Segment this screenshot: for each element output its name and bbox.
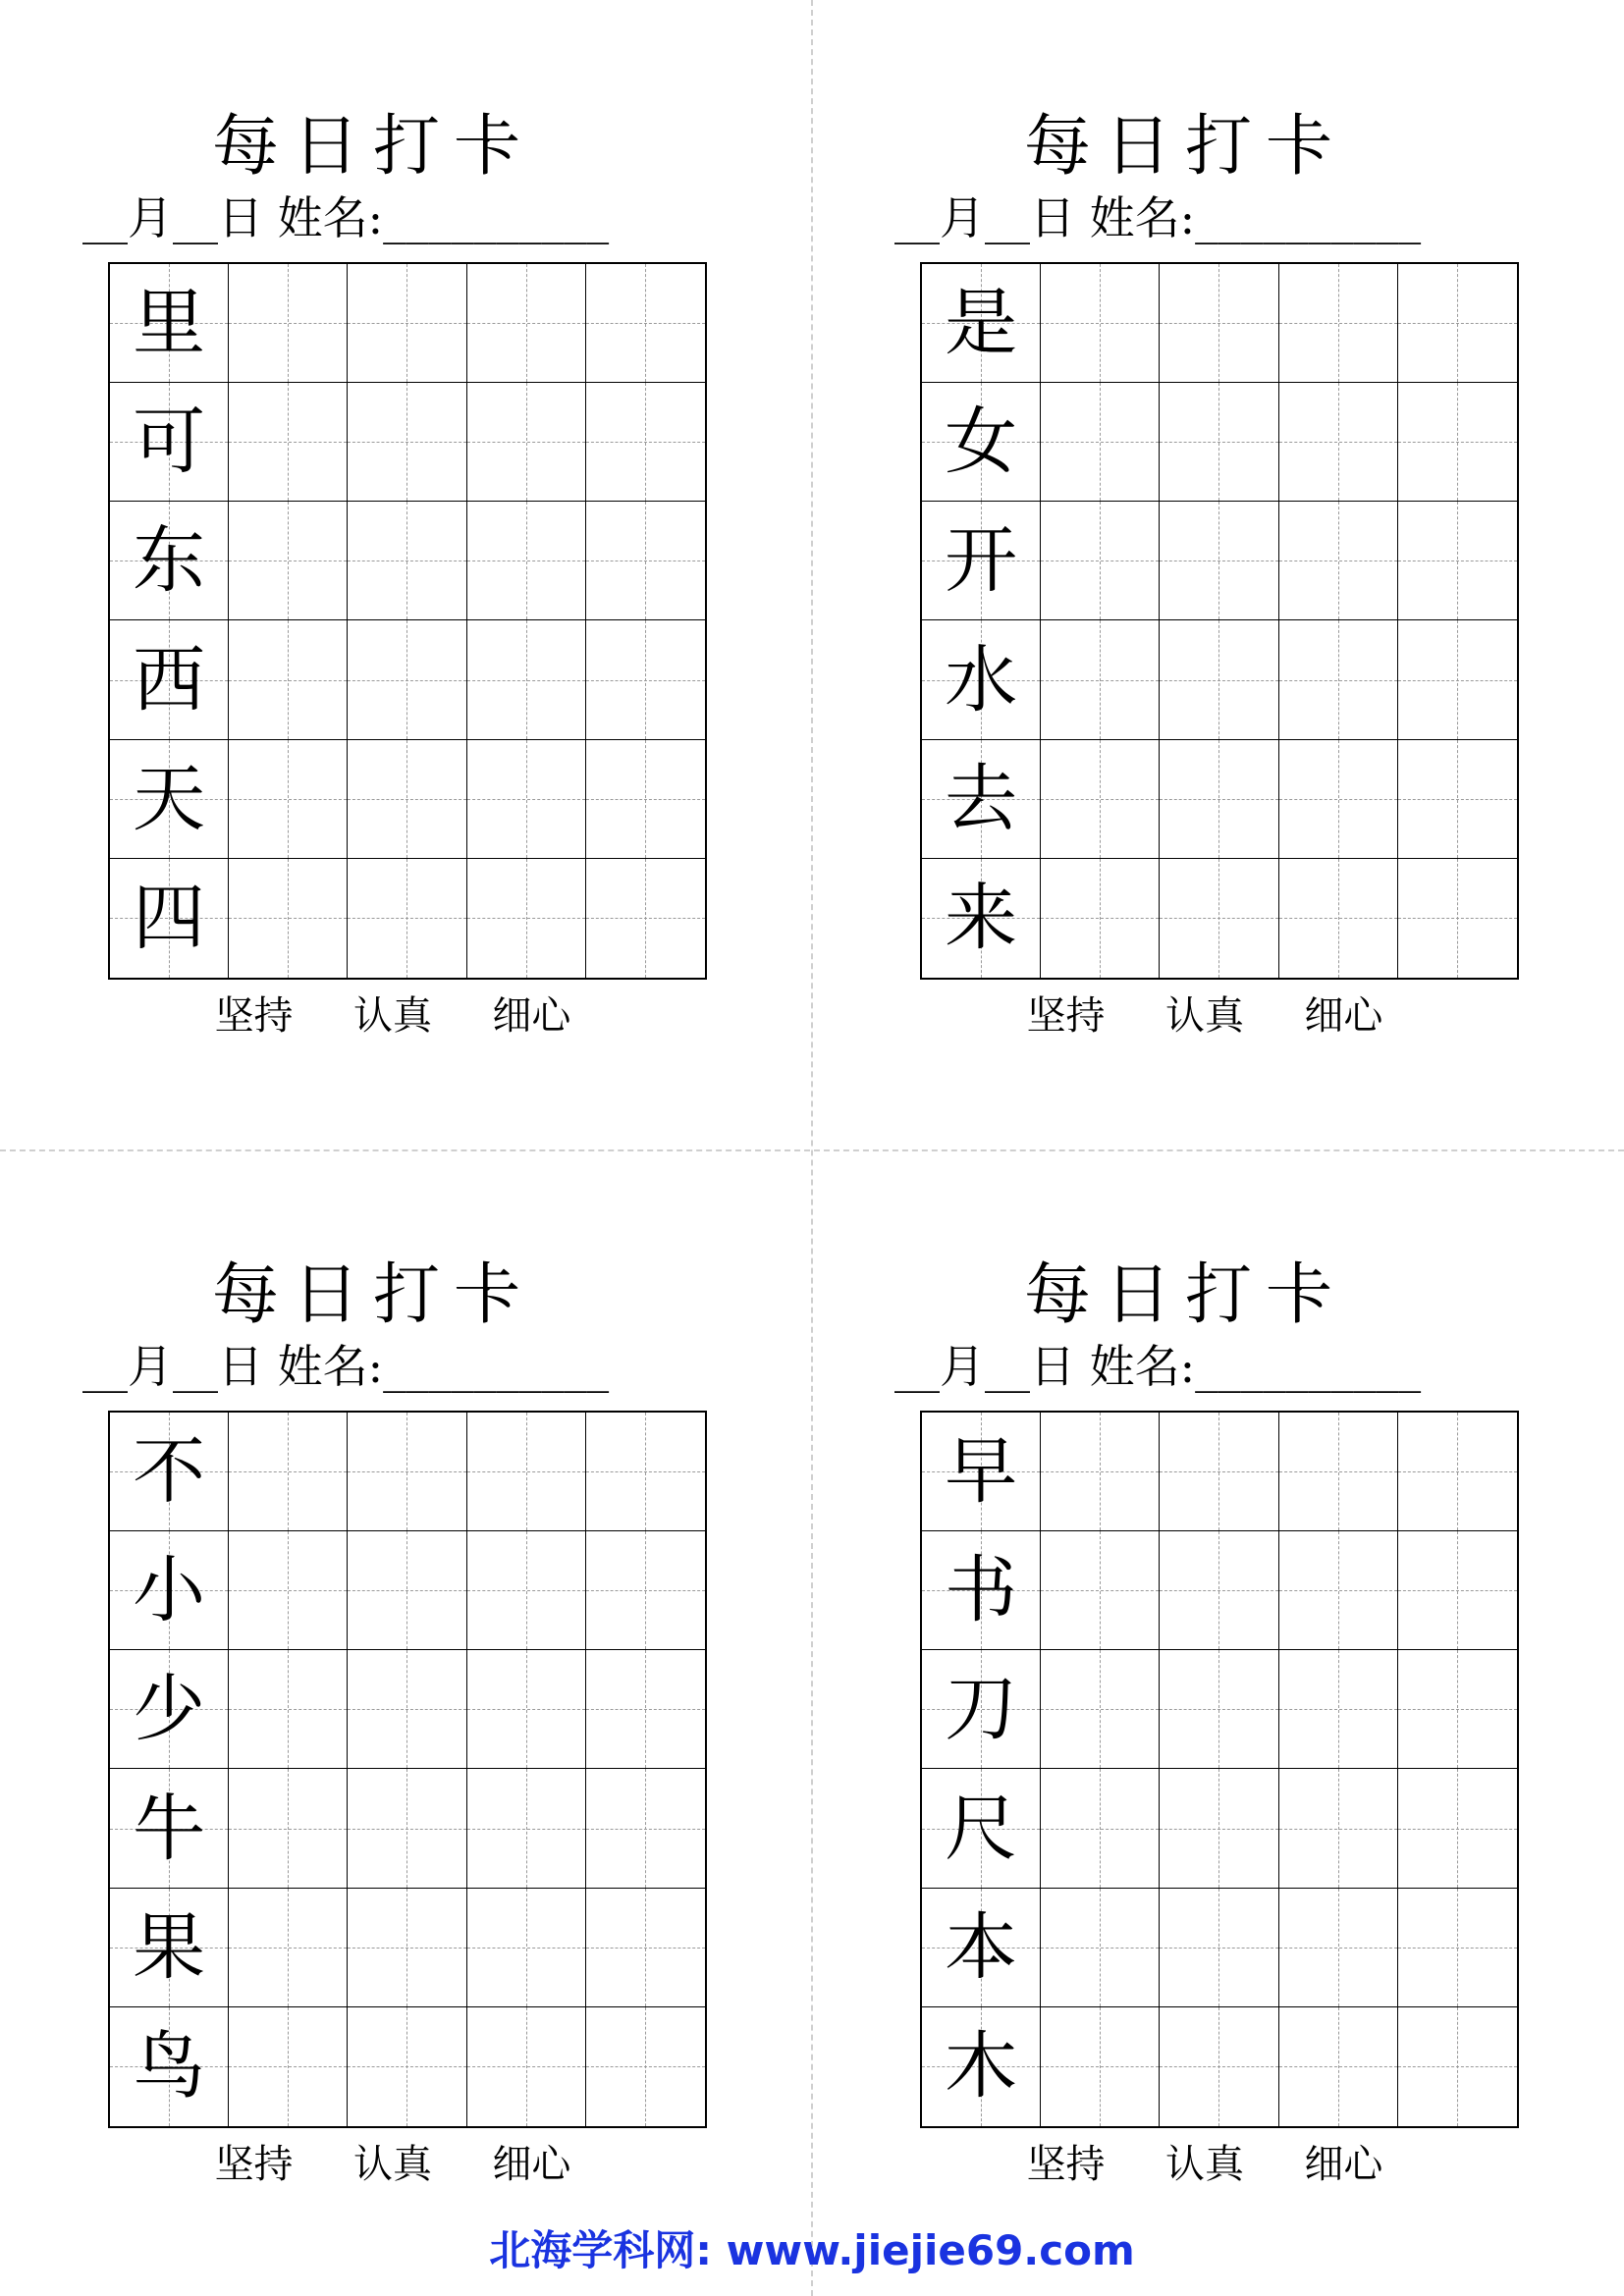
writing-cell[interactable] <box>348 1650 466 1769</box>
writing-cell[interactable] <box>348 1769 466 1888</box>
writing-cell[interactable] <box>586 1889 705 2007</box>
writing-cell[interactable] <box>467 1650 586 1769</box>
writing-cell[interactable] <box>467 383 586 502</box>
writing-cell[interactable] <box>1279 502 1398 620</box>
card-title: 每日打卡 <box>211 1256 534 1334</box>
model-character-cell <box>922 2007 1041 2126</box>
writing-cell[interactable] <box>1041 502 1160 620</box>
writing-cell[interactable] <box>1160 502 1278 620</box>
writing-cell[interactable] <box>348 502 466 620</box>
motto: 坚持 认真 细心 <box>1026 993 1383 1039</box>
model-character: 是 <box>945 281 1018 366</box>
writing-cell[interactable] <box>348 1531 466 1650</box>
writing-cell[interactable] <box>1279 620 1398 739</box>
model-character-cell <box>922 1531 1041 1650</box>
writing-cell[interactable] <box>1160 2007 1278 2126</box>
writing-cell[interactable] <box>1398 1769 1517 1888</box>
writing-cell[interactable] <box>229 1413 348 1531</box>
writing-cell[interactable] <box>1041 1531 1160 1650</box>
writing-cell[interactable] <box>586 502 705 620</box>
writing-cell[interactable] <box>1398 859 1517 978</box>
writing-cell[interactable] <box>586 859 705 978</box>
model-character-cell <box>110 859 229 978</box>
model-character: 本 <box>945 1904 1018 1990</box>
date-name-line: __月__日 姓名:__________ <box>894 191 1422 244</box>
writing-cell[interactable] <box>467 264 586 383</box>
writing-cell[interactable] <box>348 383 466 502</box>
model-character-cell <box>922 620 1041 739</box>
model-character: 鸟 <box>133 2024 206 2109</box>
writing-cell[interactable] <box>229 2007 348 2126</box>
writing-cell[interactable] <box>586 2007 705 2126</box>
checkin-card-3 <box>59 1148 687 2187</box>
motto: 坚持 认真 细心 <box>214 2142 571 2187</box>
writing-cell[interactable] <box>1279 740 1398 859</box>
writing-cell[interactable] <box>1398 502 1517 620</box>
model-character-cell <box>110 1889 229 2007</box>
writing-cell[interactable] <box>1041 1413 1160 1531</box>
writing-cell[interactable] <box>1041 264 1160 383</box>
model-character-cell <box>922 859 1041 978</box>
writing-cell[interactable] <box>1398 1413 1517 1531</box>
writing-cell[interactable] <box>1398 740 1517 859</box>
writing-cell[interactable] <box>1041 859 1160 978</box>
writing-cell[interactable] <box>1398 620 1517 739</box>
writing-cell[interactable] <box>1041 620 1160 739</box>
footer-website: 北海学科网: www.jiejie69.com <box>489 2226 1135 2274</box>
writing-cell[interactable] <box>229 1650 348 1769</box>
model-character-cell <box>110 740 229 859</box>
model-character: 尺 <box>945 1786 1018 1871</box>
card-title: 每日打卡 <box>1023 108 1346 186</box>
writing-cell[interactable] <box>229 383 348 502</box>
model-character: 天 <box>133 756 206 841</box>
model-character: 早 <box>945 1429 1018 1515</box>
model-character: 刀 <box>945 1667 1018 1752</box>
card-title: 每日打卡 <box>1023 1256 1346 1334</box>
writing-cell[interactable] <box>586 1650 705 1769</box>
writing-cell[interactable] <box>1160 620 1278 739</box>
practice-grid[interactable] <box>920 262 1519 980</box>
writing-cell[interactable] <box>467 502 586 620</box>
writing-cell[interactable] <box>1398 1889 1517 2007</box>
model-character-cell <box>110 383 229 502</box>
writing-cell[interactable] <box>586 620 705 739</box>
writing-cell[interactable] <box>348 740 466 859</box>
writing-cell[interactable] <box>348 859 466 978</box>
writing-cell[interactable] <box>348 264 466 383</box>
model-character-cell <box>922 1413 1041 1531</box>
writing-cell[interactable] <box>1160 1531 1278 1650</box>
practice-grid[interactable] <box>108 1411 707 2128</box>
writing-cell[interactable] <box>1160 1769 1278 1888</box>
writing-cell[interactable] <box>586 264 705 383</box>
writing-cell[interactable] <box>467 620 586 739</box>
motto: 坚持 认真 细心 <box>1026 2142 1383 2187</box>
model-character: 去 <box>945 756 1018 841</box>
writing-cell[interactable] <box>229 1769 348 1888</box>
writing-cell[interactable] <box>1279 2007 1398 2126</box>
writing-cell[interactable] <box>229 620 348 739</box>
writing-cell[interactable] <box>1398 1650 1517 1769</box>
model-character-cell <box>922 383 1041 502</box>
practice-grid[interactable] <box>920 1411 1519 2128</box>
writing-cell[interactable] <box>1160 1889 1278 2007</box>
date-name-line: __月__日 姓名:__________ <box>894 1340 1422 1393</box>
model-character-cell <box>110 2007 229 2126</box>
writing-cell[interactable] <box>467 1413 586 1531</box>
writing-cell[interactable] <box>467 859 586 978</box>
model-character: 小 <box>133 1548 206 1633</box>
model-character-cell <box>110 620 229 739</box>
model-character-cell <box>110 1769 229 1888</box>
model-character-cell <box>922 502 1041 620</box>
model-character: 不 <box>133 1429 206 1515</box>
date-name-line: __月__日 姓名:__________ <box>82 1340 610 1393</box>
writing-cell[interactable] <box>1279 859 1398 978</box>
writing-cell[interactable] <box>229 1531 348 1650</box>
writing-cell[interactable] <box>1160 383 1278 502</box>
writing-cell[interactable] <box>586 1769 705 1888</box>
model-character-cell <box>110 1413 229 1531</box>
vertical-cut-line <box>811 0 813 2296</box>
writing-cell[interactable] <box>348 1889 466 2007</box>
writing-cell[interactable] <box>348 1413 466 1531</box>
writing-cell[interactable] <box>1041 383 1160 502</box>
writing-cell[interactable] <box>1160 1650 1278 1769</box>
writing-cell[interactable] <box>586 383 705 502</box>
writing-cell[interactable] <box>1279 1769 1398 1888</box>
model-character-cell <box>922 264 1041 383</box>
writing-cell[interactable] <box>1279 1889 1398 2007</box>
writing-cell[interactable] <box>229 502 348 620</box>
model-character: 四 <box>133 876 206 961</box>
writing-cell[interactable] <box>1041 1769 1160 1888</box>
writing-cell[interactable] <box>467 1531 586 1650</box>
model-character-cell <box>110 264 229 383</box>
model-character: 牛 <box>133 1786 206 1871</box>
writing-cell[interactable] <box>586 1531 705 1650</box>
model-character-cell <box>922 1769 1041 1888</box>
writing-cell[interactable] <box>1041 1650 1160 1769</box>
date-name-line: __月__日 姓名:__________ <box>82 191 610 244</box>
model-character: 东 <box>133 518 206 604</box>
model-character-cell <box>922 740 1041 859</box>
writing-cell[interactable] <box>1279 383 1398 502</box>
model-character-cell <box>922 1889 1041 2007</box>
card-title: 每日打卡 <box>211 108 534 186</box>
writing-cell[interactable] <box>467 2007 586 2126</box>
model-character: 可 <box>133 400 206 485</box>
writing-cell[interactable] <box>1279 1531 1398 1650</box>
writing-cell[interactable] <box>1398 264 1517 383</box>
writing-cell[interactable] <box>1279 264 1398 383</box>
writing-cell[interactable] <box>1160 1413 1278 1531</box>
model-character: 开 <box>945 518 1018 604</box>
model-character: 果 <box>133 1904 206 1990</box>
motto: 坚持 认真 细心 <box>214 993 571 1039</box>
writing-cell[interactable] <box>467 1769 586 1888</box>
model-character: 书 <box>945 1548 1018 1633</box>
writing-cell[interactable] <box>1041 1889 1160 2007</box>
checkin-card-2 <box>871 0 1499 1039</box>
writing-cell[interactable] <box>348 2007 466 2126</box>
writing-cell[interactable] <box>1041 2007 1160 2126</box>
writing-cell[interactable] <box>467 1889 586 2007</box>
model-character-cell <box>110 502 229 620</box>
writing-cell[interactable] <box>586 740 705 859</box>
model-character: 水 <box>945 637 1018 722</box>
writing-cell[interactable] <box>229 740 348 859</box>
writing-cell[interactable] <box>229 859 348 978</box>
writing-cell[interactable] <box>348 620 466 739</box>
model-character: 来 <box>945 876 1018 961</box>
writing-cell[interactable] <box>1160 264 1278 383</box>
model-character: 里 <box>133 281 206 366</box>
model-character-cell <box>110 1650 229 1769</box>
model-character-cell <box>110 1531 229 1650</box>
practice-grid[interactable] <box>108 262 707 980</box>
writing-cell[interactable] <box>467 740 586 859</box>
checkin-card-1 <box>59 0 687 1039</box>
model-character: 少 <box>133 1667 206 1752</box>
model-character: 木 <box>945 2024 1018 2109</box>
writing-cell[interactable] <box>586 1413 705 1531</box>
writing-cell[interactable] <box>1398 383 1517 502</box>
checkin-card-4 <box>871 1148 1499 2187</box>
writing-cell[interactable] <box>1398 2007 1517 2126</box>
writing-cell[interactable] <box>1160 859 1278 978</box>
writing-cell[interactable] <box>1160 740 1278 859</box>
writing-cell[interactable] <box>1279 1650 1398 1769</box>
writing-cell[interactable] <box>1041 740 1160 859</box>
model-character: 女 <box>945 400 1018 485</box>
writing-cell[interactable] <box>1398 1531 1517 1650</box>
model-character: 西 <box>133 637 206 722</box>
model-character-cell <box>922 1650 1041 1769</box>
writing-cell[interactable] <box>229 264 348 383</box>
writing-cell[interactable] <box>229 1889 348 2007</box>
writing-cell[interactable] <box>1279 1413 1398 1531</box>
